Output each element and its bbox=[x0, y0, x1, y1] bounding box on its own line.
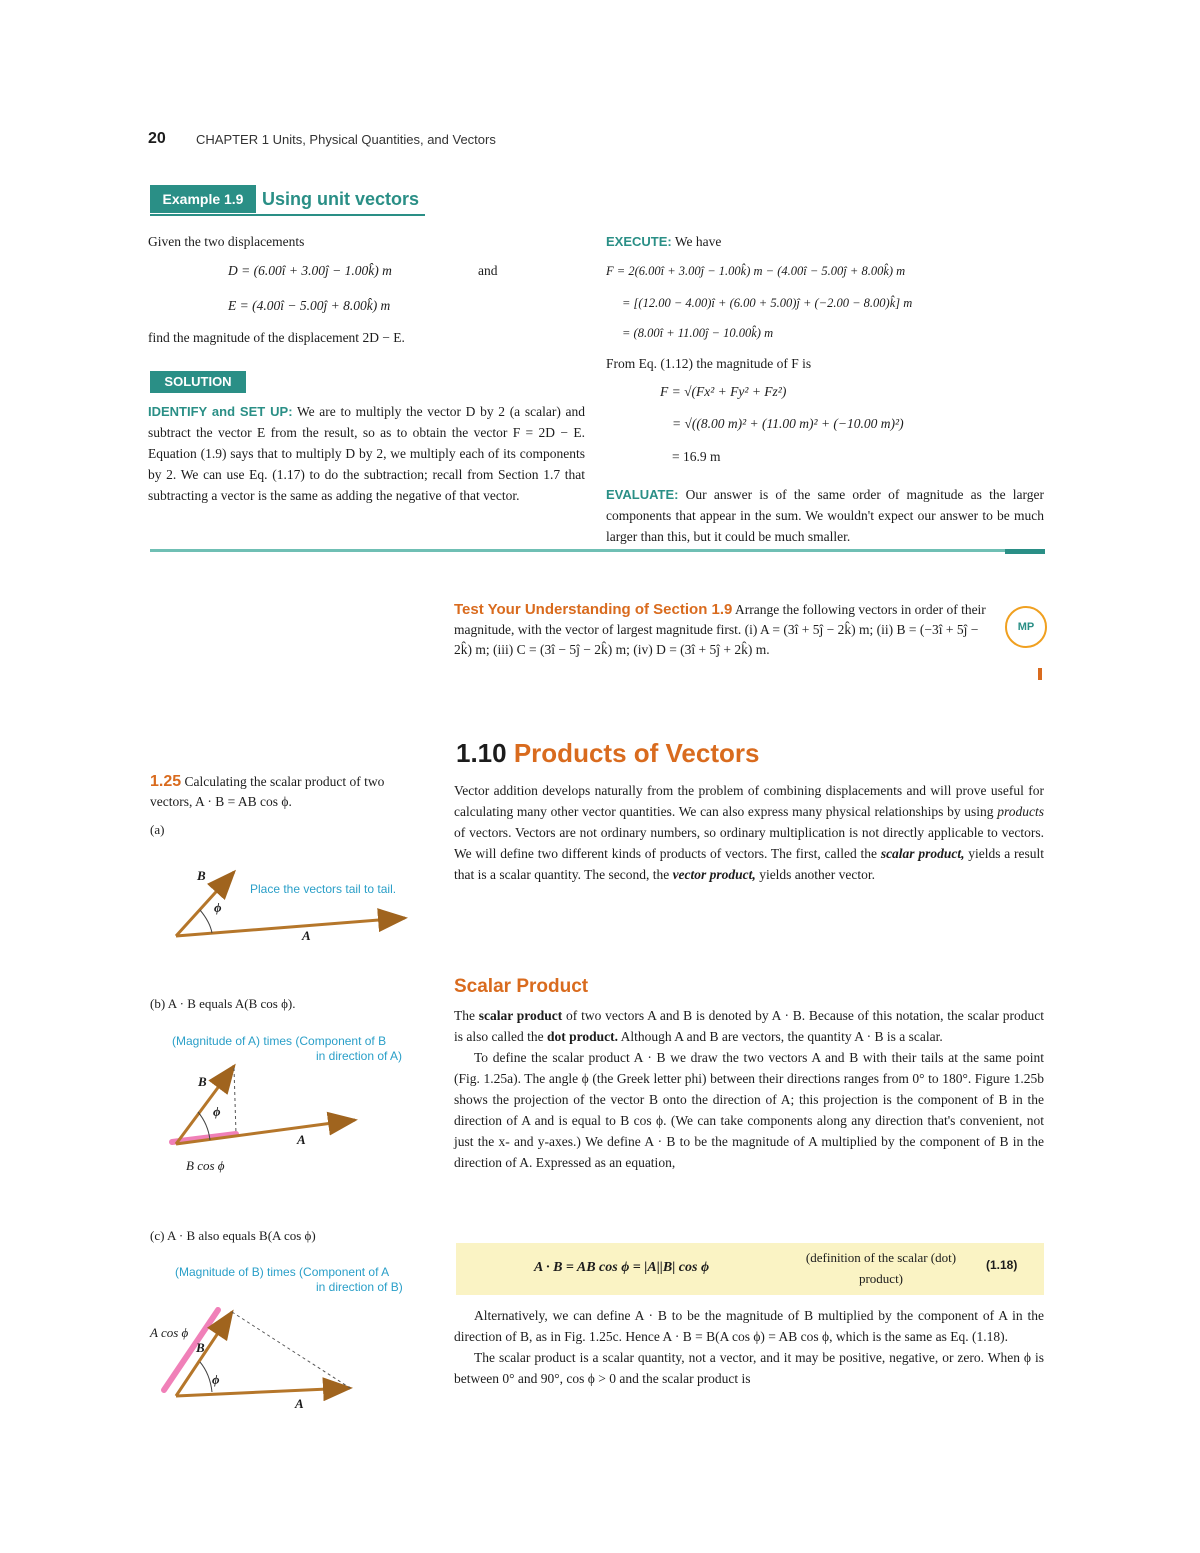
figure-caption-text: Calculating the scalar product of two vectors, A · B = AB cos ϕ. bbox=[150, 774, 385, 809]
identify-paragraph bbox=[148, 401, 585, 506]
panel-c-projection-label: A cos ϕ bbox=[150, 1325, 189, 1340]
panel-b-diagram bbox=[150, 1060, 420, 1170]
running-head: CHAPTER 1 Units, Physical Quantities, and Vectors bbox=[196, 132, 496, 147]
panel-c-label: (c) A · B also equals B(A cos ϕ) bbox=[150, 1228, 316, 1243]
identify-tag: IDENTIFY and SET UP: bbox=[148, 404, 293, 419]
p1-term-dot-product: dot product. bbox=[546, 1029, 618, 1044]
tyu-title: Test Your Understanding of Section 1.9 bbox=[454, 601, 733, 618]
panel-b-projection-label: B cos ϕ bbox=[186, 1158, 225, 1173]
execute-eq-3: = (8.00î + 11.00ĵ − 10.00k̂) m bbox=[622, 326, 774, 340]
intro-part: of vectors. Vectors are not ordinary numbers, so ordinary multiplication is not directly applicable to vectors. We will define two different kinds of products of vectors. The first, called the bbox=[454, 825, 1044, 861]
panel-c-a-label: A bbox=[295, 1396, 304, 1411]
intro-term-vector-product: vector product, bbox=[672, 867, 756, 882]
evaluate-paragraph bbox=[606, 484, 1044, 547]
p1-term-scalar-product: scalar product bbox=[478, 1008, 563, 1023]
panel-a-note: Place the vectors tail to tail. bbox=[250, 882, 397, 896]
panel-b-note-1: (Magnitude of A) times (Component of B bbox=[172, 1034, 387, 1048]
panel-c-diagram bbox=[150, 1296, 420, 1406]
intro-part: yields a result that is a scalar quantity. The second, the bbox=[454, 846, 1045, 882]
intro-term-scalar-product: scalar product, bbox=[880, 846, 965, 861]
execute-intro: We have bbox=[674, 234, 722, 249]
panel-a-label: (a) bbox=[150, 822, 165, 837]
page-number: 20 bbox=[148, 130, 166, 147]
panel-b-b-label: B bbox=[198, 1074, 207, 1089]
identify-text: We are to multiply the vector D by 2 (a scalar) and subtract the vector E from the result, so as to obtain the vector F = 2D − E. Equation (1.9) says that to multiply D by 2, we multiply each of its components by 2. We can use Eq. (1.17) to do the subtraction; recall from Section 1.7 that subtracting a vector is the same as adding the negative of that vector. bbox=[148, 404, 585, 503]
from-eq-text: From Eq. (1.12) the magnitude of F is bbox=[606, 356, 812, 371]
scalar-p3: Alternatively, we can define A · B to be the magnitude of B multiplied by the component of A in the direction of B, as in Fig. 1.25c. Hence A · B = B(A cos ϕ) = AB cos ϕ, which is the same as Eq. (1.18). bbox=[454, 1308, 1044, 1344]
mastering-physics-badge[interactable]: MP bbox=[1005, 606, 1047, 648]
projection-highlight bbox=[164, 1310, 218, 1390]
example-eq-e: E = (4.00î − 5.00ĵ + 8.00k̂) m bbox=[228, 298, 391, 313]
magnitude-eq-3: = 16.9 m bbox=[672, 449, 721, 464]
projection-line bbox=[232, 1312, 350, 1388]
example-eq-d: D = (6.00î + 3.00ĵ − 1.00k̂) m bbox=[228, 263, 392, 278]
panel-b-phi-label: ϕ bbox=[213, 1104, 221, 1119]
evaluate-text: Our answer is of the same order of magnitude as the larger components that appear in the sum. We wouldn't expect our answer to be much larger than this, but it could be much smaller. bbox=[606, 487, 1044, 544]
example-find: find the magnitude of the displacement 2D − E. bbox=[148, 330, 405, 345]
figure-number: 1.25 bbox=[150, 773, 182, 790]
intro-part: Vector addition develops naturally from the problem of combining displacements and will prove useful for calculating many other vector quantities. We can also express many physical relationships by using bbox=[454, 783, 1044, 819]
p1-part: The bbox=[454, 1008, 479, 1023]
execute-eq-2: = [(12.00 − 4.00)î + (6.00 + 5.00)ĵ + (−2.00 − 8.00)k̂] m bbox=[622, 296, 913, 310]
example-title: Using unit vectors bbox=[262, 189, 420, 209]
panel-b-label: (b) A · B equals A(B cos ϕ). bbox=[150, 996, 296, 1011]
solution-badge: SOLUTION bbox=[150, 371, 246, 393]
panel-c-phi-label: ϕ bbox=[212, 1372, 220, 1387]
example-title-rule bbox=[150, 214, 425, 216]
example-badge: Example 1.9 bbox=[150, 185, 256, 213]
tyu-text: Arrange the following vectors in order of their magnitude, with the vector of largest magnitude first. (i) A = (3î + 5ĵ − 2k̂) m; (ii) B = (−3î + 5ĵ − 2k̂) m; (iii) C = (3î − 5ĵ − 2k̂) m; (iv) D = (3î + 5ĵ + 2k̂) m. bbox=[454, 602, 986, 657]
equation-number: (1.18) bbox=[986, 1258, 1018, 1272]
intro-term-products: products bbox=[997, 804, 1044, 819]
scalar-product-body bbox=[454, 1005, 1044, 1173]
example-end-rule bbox=[150, 549, 1045, 552]
angle-arc bbox=[200, 1362, 212, 1392]
execute-tag: EXECUTE: bbox=[606, 234, 672, 249]
execute-eq-1: F = 2(6.00î + 3.00ĵ − 1.00k̂) m − (4.00î − 5.00ĵ + 8.00k̂) m bbox=[606, 264, 906, 278]
angle-arc bbox=[200, 910, 212, 933]
magnitude-eq-1: F = √(Fx² + Fy² + Fz²) bbox=[660, 384, 787, 399]
section-intro bbox=[454, 780, 1044, 885]
magnitude-eq-2: = √((8.00 m)² + (11.00 m)² + (−10.00 m)²) bbox=[672, 416, 904, 431]
example-given: Given the two displacements bbox=[148, 234, 305, 249]
scalar-p2: To define the scalar product A · B we draw the two vectors A and B with their tails at the same point (Fig. 1.25a). The angle ϕ (the Greek letter phi) between their directions ranges from 0° to 180°. Figure 1.25b shows the projection of the vector B onto the direction of A; this projection is the component of B in the direction of A and is equal to B cos ϕ. (We can take components along any direction that's convenient, not just the x- and y-axes.) We define A · B to be the magnitude of A multiplied by the component of B in the direction of A. Expressed as an equation, bbox=[454, 1050, 1044, 1170]
section-number: 1.10 bbox=[456, 738, 507, 768]
projection-line bbox=[234, 1068, 236, 1134]
panel-b-a-label: A bbox=[297, 1132, 306, 1147]
answer-mark bbox=[1038, 668, 1042, 680]
section-title: Products of Vectors bbox=[513, 738, 760, 768]
panel-a-diagram bbox=[150, 850, 420, 960]
section-heading bbox=[456, 738, 759, 769]
equation-box bbox=[456, 1243, 1044, 1295]
panel-b-note-2: in direction of A) bbox=[316, 1049, 403, 1063]
p1-part: of two vectors A and B is denoted by A · B. Because of this notation, the scalar product is also called the bbox=[454, 1008, 1044, 1044]
vector-a-arrow bbox=[176, 1120, 355, 1144]
panel-c-b-label: B bbox=[196, 1340, 205, 1355]
panel-c-note-1: (Magnitude of B) times (Component of A bbox=[175, 1265, 390, 1279]
panel-a-a-label: A bbox=[302, 928, 311, 943]
vector-a-arrow bbox=[176, 1388, 350, 1396]
equation-1-18: A · B = AB cos ϕ = |A||B| cos ϕ bbox=[534, 1260, 710, 1275]
figure-caption bbox=[150, 772, 420, 812]
scalar-product-heading: Scalar Product bbox=[454, 976, 589, 997]
scalar-p1 bbox=[454, 1005, 1044, 1047]
test-your-understanding bbox=[454, 600, 999, 660]
example-end-mark bbox=[1005, 549, 1045, 554]
execute-line bbox=[606, 231, 721, 252]
scalar-product-continued bbox=[454, 1305, 1044, 1389]
evaluate-tag: EVALUATE: bbox=[606, 487, 679, 502]
equation-note: (definition of the scalar (dot) product) bbox=[805, 1250, 957, 1286]
p1-part: Although A and B are vectors, the quantity A · B is a scalar. bbox=[618, 1029, 943, 1044]
panel-a-b-label: B bbox=[197, 868, 206, 883]
scalar-p4: The scalar product is a scalar quantity, not a vector, and it may be positive, negative, or zero. When ϕ is between 0° and 90°, cos ϕ > 0 and the scalar product is bbox=[454, 1350, 1044, 1386]
panel-a-phi-label: ϕ bbox=[214, 900, 222, 915]
example-and: and bbox=[478, 263, 498, 278]
panel-c-note-2: in direction of B) bbox=[316, 1280, 403, 1294]
intro-part: yields another vector. bbox=[755, 867, 876, 882]
